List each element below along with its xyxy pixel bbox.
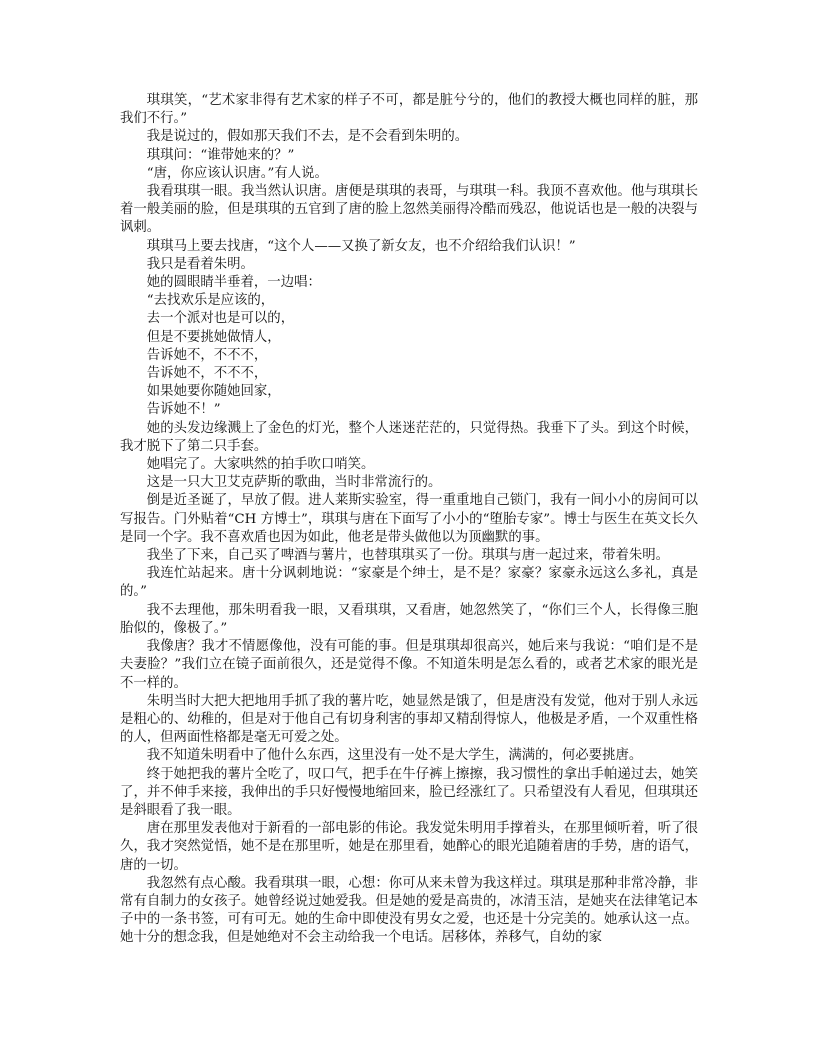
paragraph: 我不去理他，那朱明看我一眼，又看琪琪，又看唐，她忽然笑了，“你们三个人，长得像三胞胎似的，像极了。” (120, 602, 698, 636)
paragraph: 她的圆眼睛半垂着，一边唱： (146, 275, 321, 291)
paragraph: 朱明当时大把大把地用手抓了我的薯片吃，她显然是饿了，但是唐没有发觉，他对于别人永远是粗心的、幼稚的，但是对于他自己有切身利害的事却又精刮得惊人，他极是矛盾，一个双重性格的人，但两面性格都是毫无可爱之处。 (120, 693, 698, 746)
paragraph: 终于她把我的薯片全吃了，叹口气，把手在牛仔裤上擦擦，我习惯性的拿出手帕递过去，她笑了，并不伸手来接，我伸出的手只好慢慢地缩回来，脸已经涨红了。只希望没有人看见，但琪琪还是斜眼看了我一眼。 (120, 766, 698, 818)
song-line: 告诉她不，不不不， (146, 366, 268, 382)
paragraph: 这是一只大卫艾克萨斯的歌曲，当时非常流行的。 (146, 475, 442, 491)
paragraph: 我忽然有点心酸。我看琪琪一眼，心想：你可从来未曾为我这样过。琪琪是那种非常冷静，非常有自制力的女孩子。她曾经说过她爱我。但是她的爱是高贵的，冰清玉洁，是她夹在法律笔记本子中的一条书签，可有可无。她的生命中即使没有男女之爱，也还是十分完美的。她承认这一点。她十分的想念我，但是她绝对不会主动给我一个电话。居移体，养移气，自幼的家 (120, 875, 698, 946)
paragraph: 倒是近圣诞了，早放了假。进人莱斯实验室，得一重重地自己锁门，我有一间小小的房间可以写报告。门外贴着“CH 方博士”，琪琪与唐在下面写了小小的“堕胎专家”。博士与医生在英文长久是同一个字。我不喜欢盾也因为如此，他老是带头做他以为顶幽默的事。 (120, 493, 698, 545)
paragraph: 我只是看着朱明。 (146, 256, 254, 272)
song-line: 去一个派对也是可以的， (146, 311, 295, 327)
paragraph: 她唱完了。大家哄然的拍手吹口哨笑。 (146, 457, 375, 473)
paragraph: 她的头发边缘溅上了金色的灯光，整个人迷迷茫茫的，只觉得热。我垂下了头。到这个时候，我才脱下了第二只手套。 (120, 420, 698, 454)
paragraph: “唐，你应该认识唐。”有人说。 (146, 165, 328, 181)
song-line: “去找欢乐是应该的， (146, 293, 275, 309)
paragraph: 唐在那里发表他对于新看的一部电影的伟论。我发觉朱明用手撑着头，在那里倾听着，听了很久，我才突然觉悟，她不是在那里听，她是在那里看，她醉心的眼光追随着唐的手势，唐的语气，唐的一切。 (120, 821, 698, 873)
song-line: 告诉她不，不不不， (146, 347, 268, 363)
paragraph: 琪琪问：“谁带她来的？” (146, 147, 295, 163)
paragraph: 我像唐？我才不情愿像他，没有可能的事。但是琪琪却很高兴，她后来与我说：“咱们是不是夫妻脸？”我们立在镜子面前很久，还是觉得不像。不知道朱明是怎么看的，或者艺术家的眼光是不一样的。 (120, 639, 698, 691)
paragraph: 我不知道朱明看中了他什么东西，这里没有一处不是大学生，满满的，何必要挑唐。 (146, 748, 643, 764)
song-line: 但是不要挑她做情人， (146, 329, 281, 345)
song-line: 如果她要你随她回家， (146, 384, 281, 400)
paragraph: 琪琪马上要去找唐，“这个人——又换了新女友，也不介绍给我们认识！” (146, 238, 576, 254)
paragraph: 琪琪笑，“艺术家非得有艺术家的样子不可，都是脏兮兮的，他们的教授大概也同样的脏，那我们不行。” (120, 93, 698, 127)
paragraph: 我看琪琪一眼。我当然认识唐。唐便是琪琪的表哥，与琪琪一科。我顶不喜欢他。他与琪琪长着一般美丽的脸，但是琪琪的五官到了唐的脸上忽然美丽得冷酷而残忍，他说话也是一般的决裂与讽刺。 (120, 184, 698, 236)
paragraph: 我连忙站起来。唐十分讽刺地说：“家豪是个绅士，是不是？家豪？家豪永远这么多礼，真是的。” (120, 566, 698, 600)
paragraph: 我是说过的，假如那天我们不去，是不会看到朱明的。 (146, 129, 469, 145)
song-line: 告诉她不！” (146, 402, 221, 418)
document-page (120, 92, 698, 948)
paragraph: 我坐了下来，自己买了啤酒与薯片，也替琪琪买了一份。琪琪与唐一起过来，带着朱明。 (146, 548, 670, 564)
